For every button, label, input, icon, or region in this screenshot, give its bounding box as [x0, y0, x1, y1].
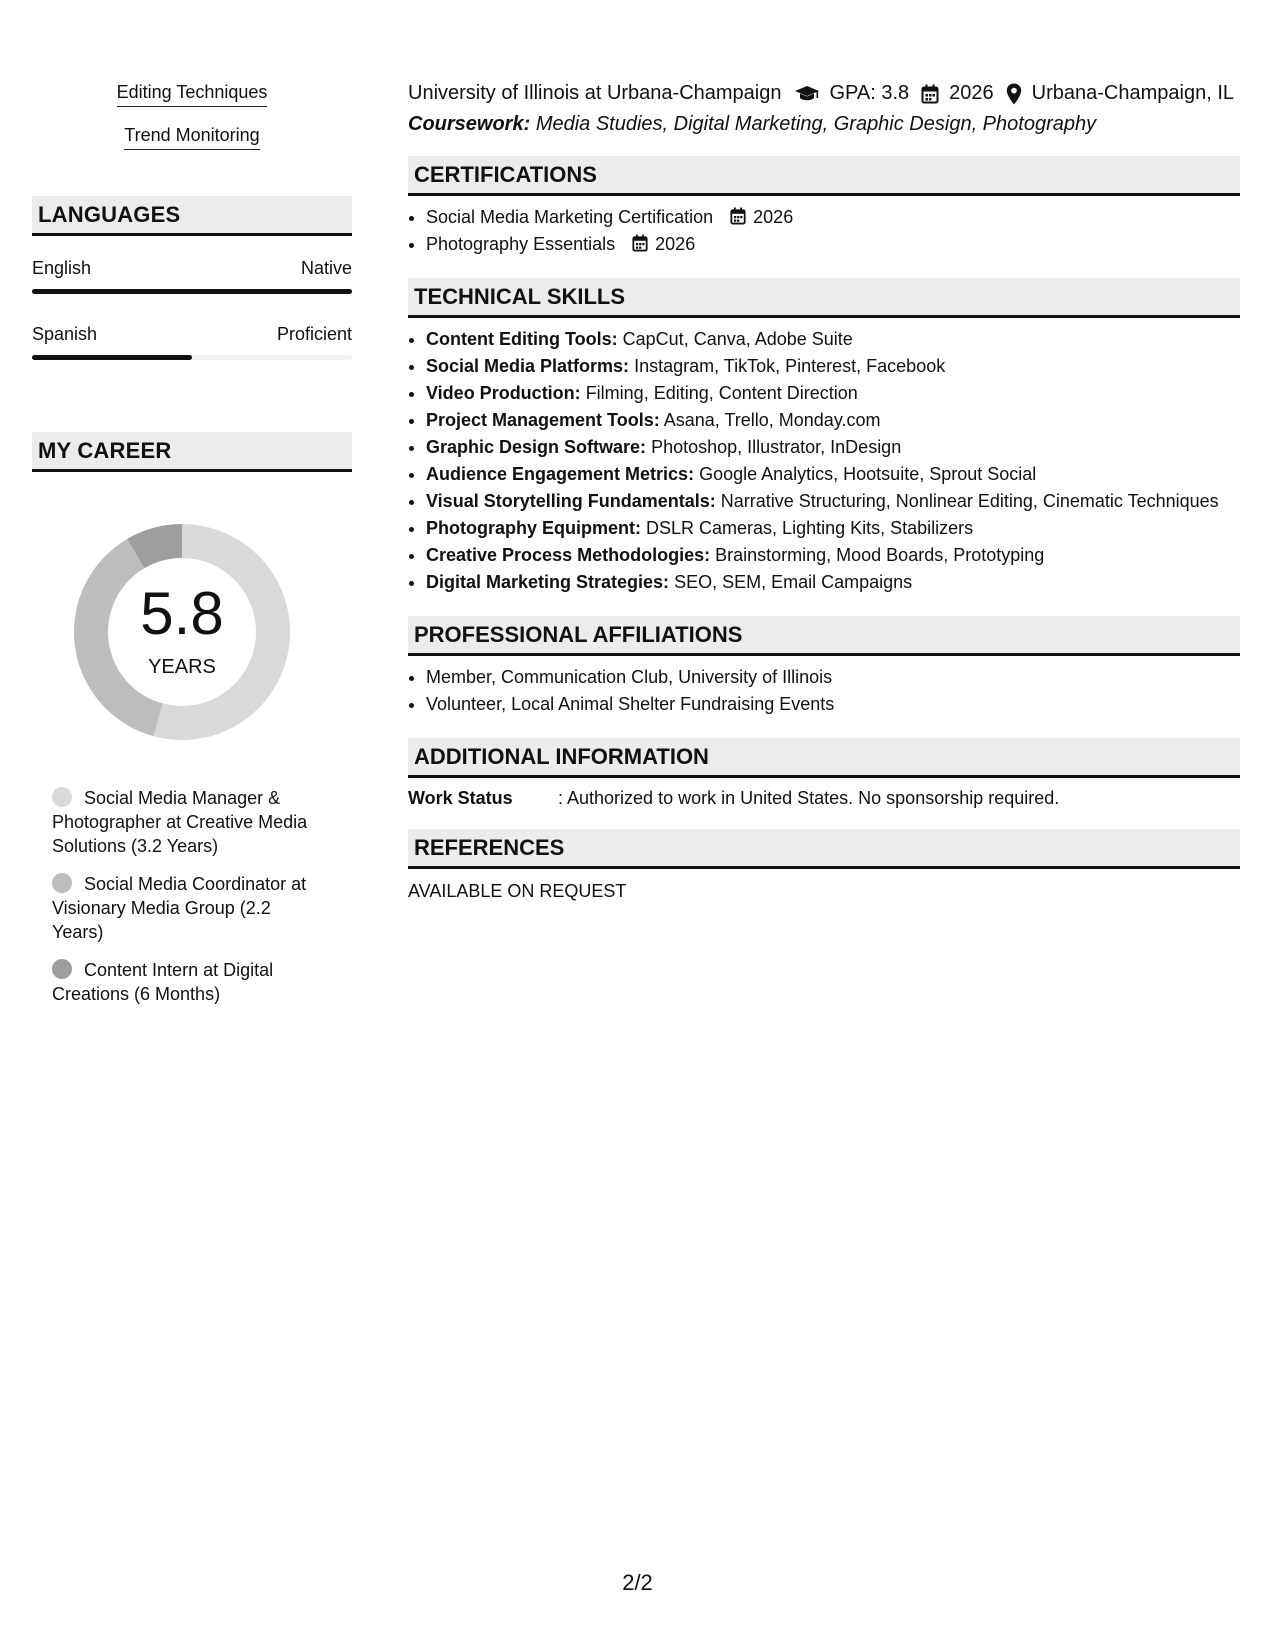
- languages-section: [32, 196, 352, 360]
- coursework-label: Coursework:: [408, 113, 531, 135]
- school-name: University of Illinois at Urbana-Champaign: [408, 82, 782, 104]
- language-proficiency-fill: [32, 355, 192, 360]
- language-name: English: [32, 258, 92, 278]
- skill-value: Photoshop, Illustrator, InDesign: [651, 437, 902, 457]
- career-total-years: 5.8: [140, 580, 224, 647]
- references-text: AVAILABLE ON REQUEST: [408, 881, 627, 901]
- skill-value: Filming, Editing, Content Direction: [585, 383, 858, 403]
- references-heading: REFERENCES: [408, 829, 1240, 869]
- skill-label: Photography Equipment:: [426, 518, 641, 538]
- skill-label: Video Production:: [426, 383, 581, 403]
- career-item: [52, 958, 322, 1006]
- skill-links: [32, 82, 352, 168]
- additional-info-heading: ADDITIONAL INFORMATION: [408, 738, 1240, 778]
- skill-item: [426, 569, 1240, 596]
- skill-item: [426, 542, 1240, 569]
- skill-label: Digital Marketing Strategies:: [426, 572, 670, 592]
- graduation-cap-icon: [794, 84, 820, 104]
- skill-item: [426, 461, 1240, 488]
- language-proficiency-bar: [32, 289, 352, 294]
- work-status-row: [408, 788, 1240, 809]
- certification-name: Photography Essentials: [426, 234, 616, 254]
- coursework-value: Media Studies, Digital Marketing, Graphic Design, Photography: [535, 113, 1097, 135]
- skill-label: Creative Process Methodologies:: [426, 545, 711, 565]
- graduation-year: 2026: [949, 82, 994, 104]
- career-total-unit: YEARS: [148, 656, 216, 678]
- skill-value: Brainstorming, Mood Boards, Prototyping: [715, 545, 1045, 565]
- skill-link-editing-techniques[interactable]: Editing Techniques: [117, 82, 268, 107]
- skill-item: [426, 353, 1240, 380]
- skill-label: Graphic Design Software:: [426, 437, 647, 457]
- career-item-label: Social Media Coordinator at Visionary Media Group (2.2 Years): [52, 874, 307, 942]
- skill-item: [426, 515, 1240, 542]
- technical-skills-heading: TECHNICAL SKILLS: [408, 278, 1240, 318]
- skill-value: SEO, SEM, Email Campaigns: [674, 572, 913, 592]
- language-spanish: [32, 324, 352, 360]
- career-item-label: Content Intern at Digital Creations (6 Months): [52, 960, 274, 1004]
- skill-label: Audience Engagement Metrics:: [426, 464, 695, 484]
- affiliations-heading: PROFESSIONAL AFFILIATIONS: [408, 616, 1240, 656]
- gpa: GPA: 3.8: [829, 82, 910, 104]
- skill-value: CapCut, Canva, Adobe Suite: [622, 329, 853, 349]
- skill-item: [426, 488, 1240, 515]
- certification-item: [426, 231, 1240, 258]
- language-proficiency-bar: [32, 355, 352, 360]
- calendar-icon: [632, 234, 648, 252]
- legend-dot-icon: [52, 873, 72, 893]
- certifications-heading: CERTIFICATIONS: [408, 156, 1240, 196]
- certifications-list: [408, 204, 1240, 258]
- skill-value: Narrative Structuring, Nonlinear Editing, Cinematic Techniques: [720, 491, 1219, 511]
- skill-link-trend-monitoring[interactable]: Trend Monitoring: [124, 125, 259, 150]
- skill-value: Asana, Trello, Monday.com: [663, 410, 881, 430]
- references-section: [408, 829, 1240, 902]
- page-number: 2/2: [622, 1570, 653, 1595]
- certification-year: 2026: [753, 207, 794, 227]
- career-section: [32, 432, 352, 1006]
- affiliations-list: [408, 664, 1240, 718]
- certification-item: [426, 204, 1240, 231]
- additional-info-section: [408, 738, 1240, 809]
- skill-item: [426, 434, 1240, 461]
- skill-value: Instagram, TikTok, Pinterest, Facebook: [634, 356, 946, 376]
- career-item-label: Social Media Manager & Photographer at Creative Media Solutions (3.2 Years): [52, 788, 308, 856]
- certification-name: Social Media Marketing Certification: [426, 207, 714, 227]
- location-pin-icon: [1006, 83, 1022, 105]
- legend-dot-icon: [52, 959, 72, 979]
- skill-value: Google Analytics, Hootsuite, Sprout Social: [699, 464, 1037, 484]
- technical-skills-list: [408, 326, 1240, 596]
- work-status-value: : Authorized to work in United States. No sponsorship required.: [558, 788, 1060, 808]
- language-level: Proficient: [276, 324, 352, 344]
- skill-label: Project Management Tools:: [426, 410, 660, 430]
- language-proficiency-fill: [32, 289, 352, 294]
- language-english: [32, 258, 352, 294]
- right-column: [408, 82, 1240, 902]
- language-level: Native: [300, 258, 352, 278]
- school-location: Urbana-Champaign, IL: [1031, 82, 1235, 104]
- technical-skills-section: [408, 278, 1240, 596]
- work-status-label: Work Status: [408, 788, 513, 808]
- affiliations-section: [408, 616, 1240, 718]
- education-line: [408, 82, 1240, 105]
- language-name: Spanish: [32, 324, 98, 344]
- skill-label: Social Media Platforms:: [426, 356, 630, 376]
- coursework: [408, 113, 1240, 136]
- affiliation-item: • Member, Communication Club, University of Illinois: [426, 664, 1240, 691]
- career-donut-chart: [62, 512, 302, 752]
- career-heading: MY CAREER: [32, 432, 352, 472]
- skill-label: Visual Storytelling Fundamentals:: [426, 491, 716, 511]
- calendar-icon: [921, 84, 939, 104]
- skill-value: DSLR Cameras, Lighting Kits, Stabilizers: [646, 518, 974, 538]
- certifications-section: [408, 156, 1240, 258]
- skill-item: [426, 407, 1240, 434]
- career-list: [52, 786, 322, 1006]
- career-item: [52, 872, 322, 944]
- career-item: [52, 786, 322, 858]
- certification-year: 2026: [655, 234, 696, 254]
- affiliation-item: • Volunteer, Local Animal Shelter Fundraising Events: [426, 691, 1240, 718]
- skill-item: [426, 326, 1240, 353]
- skill-item: [426, 380, 1240, 407]
- skill-label: Content Editing Tools:: [426, 329, 618, 349]
- languages-heading: LANGUAGES: [32, 196, 352, 236]
- calendar-icon: [730, 207, 746, 225]
- left-column: [32, 82, 352, 1020]
- legend-dot-icon: [52, 787, 72, 807]
